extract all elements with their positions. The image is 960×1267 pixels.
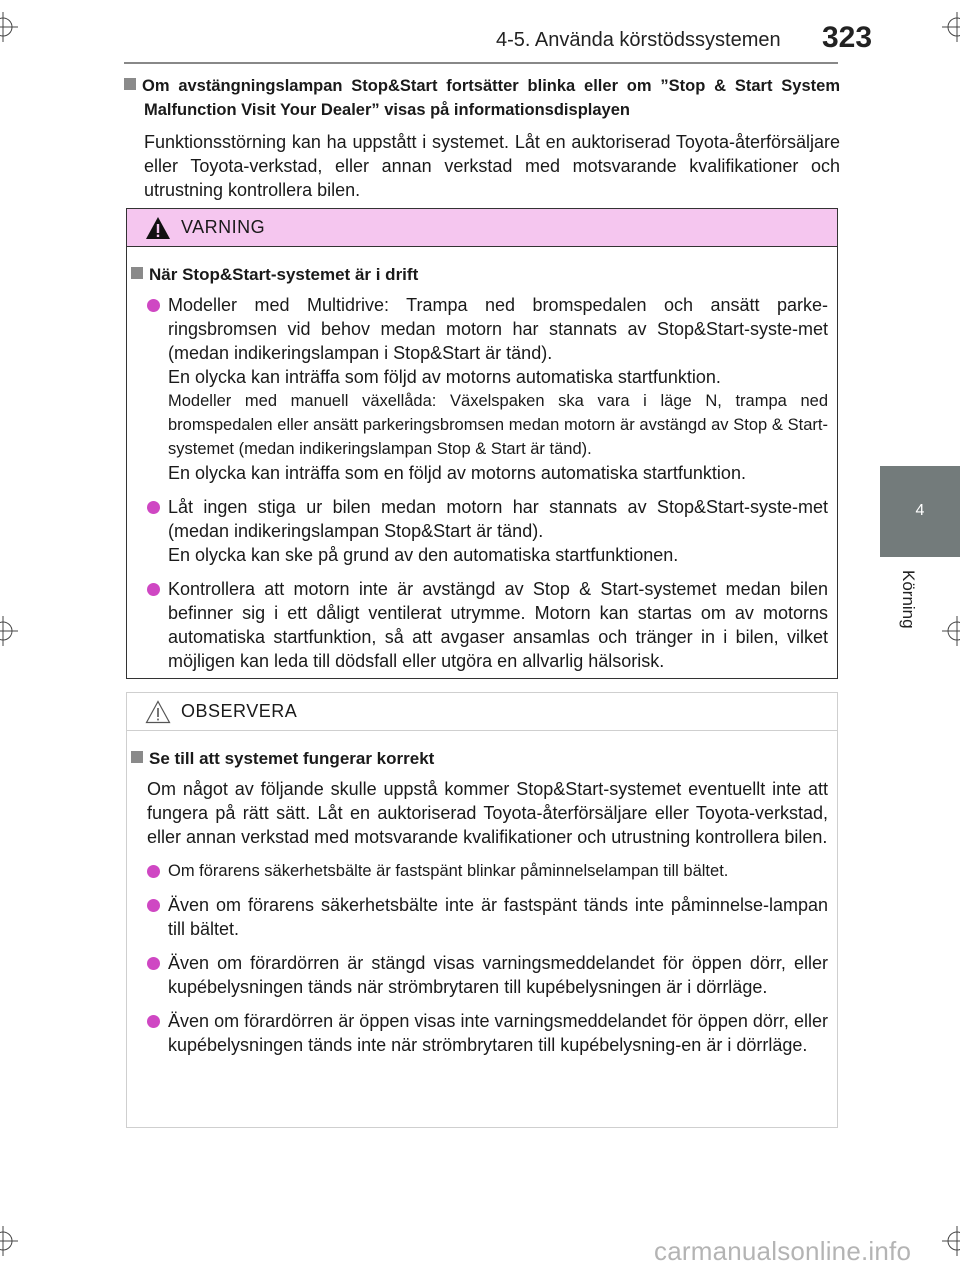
warning-subheading-text: När Stop&Start-systemet är i drift bbox=[149, 265, 419, 284]
warning-item-text: Kontrollera att motorn inte är avstängd av Stop & Start-systemet medan bilen befinner sig i ett dåligt ventilerat utrymme. Motorn kan startas om av motorns automatiska startfunktion, så att avgaser ansamlas och tränger in i bilen, vilket möjligen kan leda till dödsfall eller utgöra en allvarlig hälsorisk. bbox=[168, 579, 828, 671]
square-bullet-icon bbox=[131, 751, 143, 763]
intro-paragraph: Funktionsstörning kan ha uppstått i systemet. Låt en auktoriserad Toyota-återförsäljare eller Toyota-verkstad, eller annan verkstad med motsvarande kvalifikationer och utrustning kontrollera bilen. bbox=[144, 132, 840, 200]
warning-header bbox=[127, 209, 837, 247]
crop-mark-mid-left bbox=[0, 616, 18, 646]
caution-triangle-icon bbox=[145, 700, 171, 724]
header-rule bbox=[124, 62, 838, 64]
square-bullet-icon bbox=[131, 267, 143, 279]
warning-triangle-icon bbox=[145, 216, 171, 240]
warning-item bbox=[131, 495, 828, 567]
page-number: 323 bbox=[822, 21, 873, 54]
crop-mark-top-right bbox=[942, 12, 960, 42]
warning-item-text: En olycka kan inträffa som en följd av motorns automatiska startfunktion. bbox=[168, 463, 746, 483]
notice-subheading bbox=[131, 747, 828, 771]
crop-mark-bottom-left bbox=[0, 1226, 18, 1256]
warning-item-text: Modeller med manuell växellåda: Växelspaken ska vara i läge N, trampa ned bromspedalen eller ansätt parkeringsbromsen medan motorn är avstängd av Stop & Start-systemet (medan indikeringslampan Stop & Start är tänd). bbox=[168, 392, 828, 458]
bullet-dot-icon bbox=[147, 865, 160, 878]
bullet-dot-icon bbox=[147, 583, 160, 596]
square-bullet-icon bbox=[124, 78, 136, 90]
notice-item-text: Även om förarens säkerhetsbälte inte är fastspänt tänds inte påminnelse-lampan till bältet. bbox=[168, 895, 828, 939]
notice-item-text: Även om förardörren är öppen visas inte varningsmeddelandet för öppen dörr, eller kupébelysningen tänds inte när strömbrytaren till kupébelysning-en är i dörrläge. bbox=[168, 1011, 828, 1055]
bullet-dot-icon bbox=[147, 899, 160, 912]
warning-item-text: Modeller med Multidrive: Trampa ned bromspedalen och ansätt parke-ringsbromsen vid behov medan motorn har stannats av Stop&Start-syste-met (medan indikeringslampan i Stop&Start är tänd). bbox=[168, 295, 828, 363]
notice-item bbox=[131, 859, 828, 883]
notice-item bbox=[131, 893, 828, 941]
bullet-dot-icon bbox=[147, 299, 160, 312]
warning-item-text: Låt ingen stiga ur bilen medan motorn har stannats av Stop&Start-syste-met (medan indikeringslampan Stop&Start är tänd). bbox=[168, 497, 828, 541]
warning-item bbox=[131, 293, 828, 485]
warning-item-text: En olycka kan ske på grund av den automatiska startfunktionen. bbox=[168, 545, 679, 565]
notice-item-text: Om förarens säkerhetsbälte är fastspänt blinkar påminnelselampan till bältet. bbox=[168, 862, 729, 880]
warning-subheading bbox=[131, 263, 828, 287]
chapter-label: Körning bbox=[899, 570, 918, 629]
notice-box bbox=[126, 692, 838, 1128]
warning-box bbox=[126, 208, 838, 679]
notice-header bbox=[127, 693, 837, 731]
intro-heading-text: Om avstängningslampan Stop&Start fortsätter blinka eller om ”Stop & Start System Malfunction Visit Your Dealer” visas på informationsdisplayen bbox=[142, 77, 840, 119]
notice-body bbox=[127, 731, 837, 1057]
chapter-tab bbox=[880, 466, 960, 557]
intro-heading bbox=[124, 74, 840, 122]
chapter-number: 4 bbox=[915, 502, 925, 519]
notice-item bbox=[131, 1009, 828, 1057]
notice-item-text: Även om förardörren är stängd visas varningsmeddelandet för öppen dörr, eller kupébelysningen tänds när strömbrytaren till kupébelysningen är i dörrläge. bbox=[168, 953, 828, 997]
intro-section bbox=[124, 74, 840, 202]
notice-subheading-text: Se till att systemet fungerar korrekt bbox=[149, 749, 435, 768]
watermark: carmanualsonline.info bbox=[654, 1236, 912, 1266]
bullet-dot-icon bbox=[147, 1015, 160, 1028]
crop-mark-top-left bbox=[0, 12, 18, 42]
warning-title: VARNING bbox=[181, 217, 266, 237]
warning-item bbox=[131, 577, 828, 673]
warning-item-text: En olycka kan inträffa som följd av motorns automatiska startfunktion. bbox=[168, 367, 721, 387]
notice-title: OBSERVERA bbox=[181, 701, 298, 721]
section-title: 4-5. Använda körstödssystemen bbox=[496, 29, 781, 51]
notice-item bbox=[131, 951, 828, 999]
crop-mark-bottom-right bbox=[942, 1226, 960, 1256]
warning-body bbox=[127, 247, 837, 673]
bullet-dot-icon bbox=[147, 501, 160, 514]
notice-paragraph: Om något av följande skulle uppstå kommer Stop&Start-systemet eventuellt inte att fungera på rätt sätt. Låt en auktoriserad Toyota-återförsäljare eller Toyota-verkstad, eller annan verkstad med motsvarande kvalifikationer och utrustning kontrollera bilen. bbox=[147, 779, 828, 847]
bullet-dot-icon bbox=[147, 957, 160, 970]
crop-mark-mid-right bbox=[942, 616, 960, 646]
